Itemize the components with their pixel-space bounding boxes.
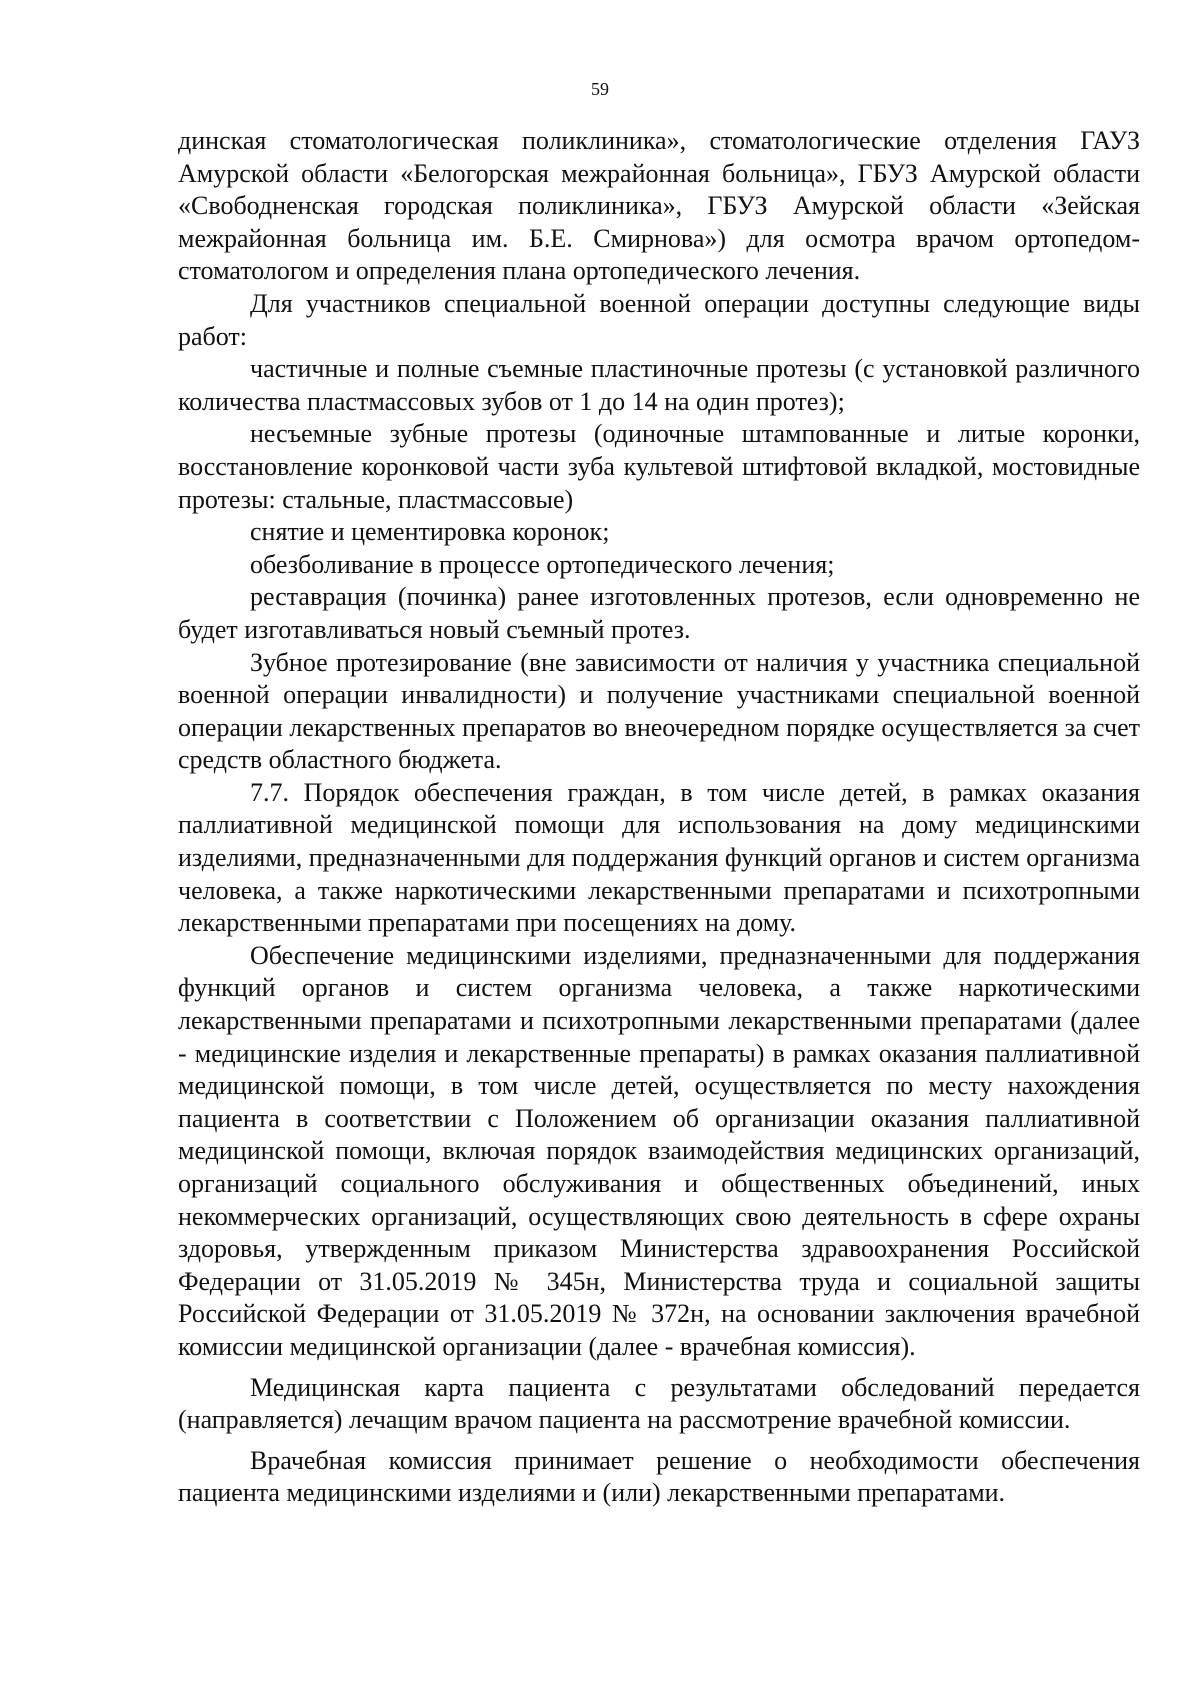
page-number: 59 (591, 79, 609, 99)
list-item-crown-removal: снятие и цементировка коронок; (250, 517, 610, 547)
list-item-fixed-dentures: несъемные зубные протезы (одиночные штампованные и литые коронки, восстановление коронковой части зуба культевой штифтовой вкладкой, мостовидные протезы: стальные, пластмассовые) (178, 419, 1140, 514)
document-body (178, 125, 1140, 1510)
section-heading-7-7: 7.7. Порядок обеспечения граждан, в том числе детей, в рамках оказания паллиативной медицинской помощи для использования на дому медицинскими изделиями, предназначенными для поддержания функций органов и систем организма человека, а также наркотическими лекарственными препаратами и психотропными лекарственными препаратами при посещениях на дому. (178, 777, 1140, 938)
paragraph-funding: Зубное протезирование (вне зависимости от наличия у участника специальной военной операции инвалидности) и получение участниками специальной военной операции лекарственных препаратов во внеочередном порядке осуществляется за счет средств областного бюджета. (178, 647, 1140, 775)
paragraph-commission-decision: Врачебная комиссия принимает решение о необходимости обеспечения пациента медицинскими изделиями и (или) лекарственными препаратами. (178, 1445, 1140, 1508)
list-item-anesthesia: обезболивание в процессе ортопедического лечения; (250, 549, 835, 579)
list-item-removable-dentures: частичные и полные съемные пластиночные протезы (с установкой различного количества пластмассовых зубов от 1 до 14 на один протез); (178, 354, 1140, 416)
paragraph-work-types-intro: Для участников специальной военной операции доступны следующие виды работ: (178, 288, 1140, 351)
list-item-restoration: реставрация (починка) ранее изготовленных протезов, если одновременно не будет изготавливаться новый съемный протез. (178, 582, 1140, 644)
paragraph-provision: Обеспечение медицинскими изделиями, предназначенными для поддержания функций органов и систем организма человека, а также наркотическими лекарственными препаратами и психотропными лекарственными препаратами (далее - медицинские изделия и лекарственные препараты) в рамках оказания паллиативной медицинской помощи, в том числе детей, осуществляется по месту нахождения пациента в соответствии с Положением об организации оказания паллиативной медицинской помощи, включая порядок взаимодействия медицинских организаций, организаций социального обслуживания и общественных объединений, иных некоммерческих организаций, осуществляющих свою деятельность в сфере охраны здоровья, утвержденным приказом Министерства здравоохранения Российской Федерации от 31.05.2019 № 345н, Министерства труда и социальной защиты Российской Федерации от 31.05.2019 № 372н, на основании заключения врачебной комиссии медицинской организации (далее - врачебная комиссия). (178, 940, 1140, 1361)
paragraph-continuation: динская стоматологическая поликлиника», стоматологические отделения ГАУЗ Амурской области «Белогорская межрайонная больница», ГБУЗ Амурской области «Свободненская городская поликлиника», ГБУЗ Амурской области «Зейская межрайонная больница им. Б.Е. Смирнова») для осмотра врачом ортопедом-стоматологом и определения плана ортопедического лечения. (178, 126, 1140, 286)
paragraph-medical-card: Медицинская карта пациента с результатами обследований передается (направляется) лечащим врачом пациента на рассмотрение врачебной комиссии. (178, 1372, 1140, 1435)
